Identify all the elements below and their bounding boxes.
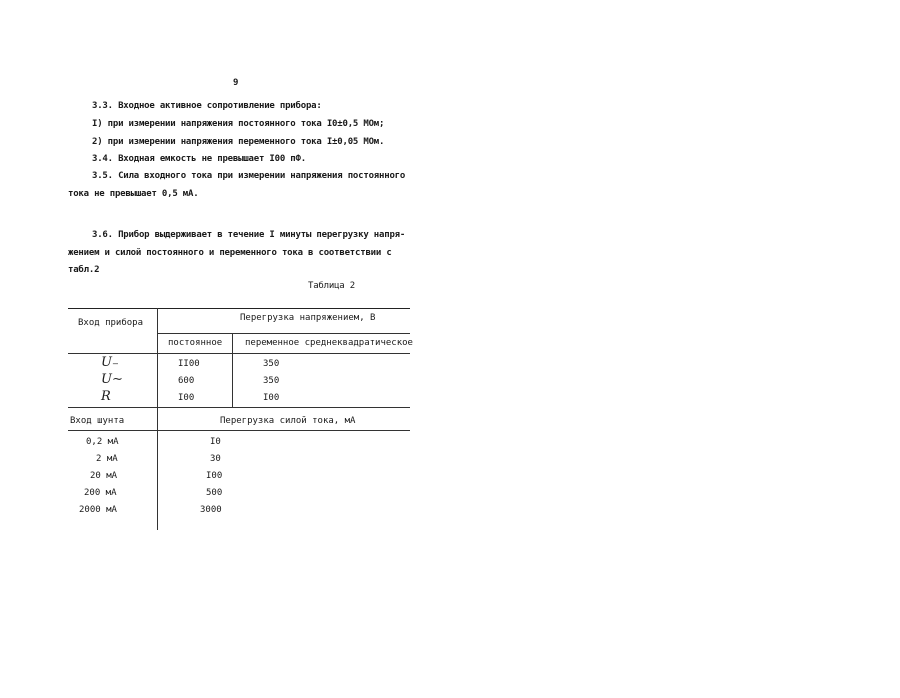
- shunt-row-5: 2000 мА: [79, 505, 117, 515]
- column-rule: [157, 308, 158, 530]
- shunt-row-3: 20 мА: [90, 471, 118, 481]
- shunt-row-4: 200 мА: [84, 488, 117, 498]
- shunt-value-2: 30: [210, 454, 221, 464]
- table-top-rule: [68, 308, 410, 309]
- shunt-header-rule: [68, 430, 410, 431]
- header-input: Вход прибора: [78, 318, 144, 328]
- paragraph-3-6-line3: табл.2: [68, 265, 100, 275]
- page-number: 9: [233, 78, 239, 88]
- header-shunt: Вход шунта: [70, 416, 125, 426]
- header-voltage-overload: Перегрузка напряжением, В: [240, 313, 376, 323]
- symbol-dc-voltage: U₋: [101, 355, 119, 370]
- shunt-row-2: 2 мА: [96, 454, 118, 464]
- paragraph-3-6-line2: жением и силой постоянного и переменного тока в соответствии с: [68, 248, 392, 258]
- subheader-ac: переменное среднеквадратическое: [245, 338, 413, 348]
- list-item-2: 2) при измерении напряжения переменного тока I±0,05 МОм.: [92, 137, 385, 147]
- shunt-value-5: 3000: [200, 505, 222, 515]
- paragraph-3-5-line1: 3.5. Сила входного тока при измерении напряжения постоянного: [92, 171, 406, 181]
- subheader-dc: постоянное: [168, 338, 223, 348]
- value-dc-dc: II00: [178, 359, 200, 369]
- header-current-overload: Перегрузка силой тока, мА: [220, 416, 356, 426]
- subheader-rule: [157, 333, 410, 334]
- list-item-1: I) при измерении напряжения постоянного тока I0±0,5 МОм;: [92, 119, 385, 129]
- table-caption: Таблица 2: [308, 281, 355, 291]
- paragraph-3-5-line2: тока не превышает 0,5 мА.: [68, 189, 199, 199]
- section-rule: [68, 407, 410, 408]
- paragraph-3-6-line1: 3.6. Прибор выдерживает в течение I минуты перегрузку напря-: [92, 230, 406, 240]
- subcolumn-rule: [232, 333, 233, 407]
- value-r-dc: I00: [178, 393, 195, 403]
- shunt-value-3: I00: [206, 471, 223, 481]
- value-dc-ac: 350: [263, 359, 280, 369]
- value-ac-dc: 600: [178, 376, 195, 386]
- shunt-value-4: 500: [206, 488, 223, 498]
- header-bottom-rule: [68, 353, 410, 354]
- shunt-value-1: I0: [210, 437, 221, 447]
- shunt-row-1: 0,2 мА: [86, 437, 119, 447]
- symbol-ac-voltage: U∼: [101, 372, 123, 387]
- symbol-resistance: R: [101, 389, 111, 404]
- paragraph-3-3: 3.3. Входное активное сопротивление прибора:: [92, 101, 322, 111]
- value-ac-ac: 350: [263, 376, 280, 386]
- paragraph-3-4: 3.4. Входная емкость не превышает I00 пФ.: [92, 154, 306, 164]
- value-r-ac: I00: [263, 393, 280, 403]
